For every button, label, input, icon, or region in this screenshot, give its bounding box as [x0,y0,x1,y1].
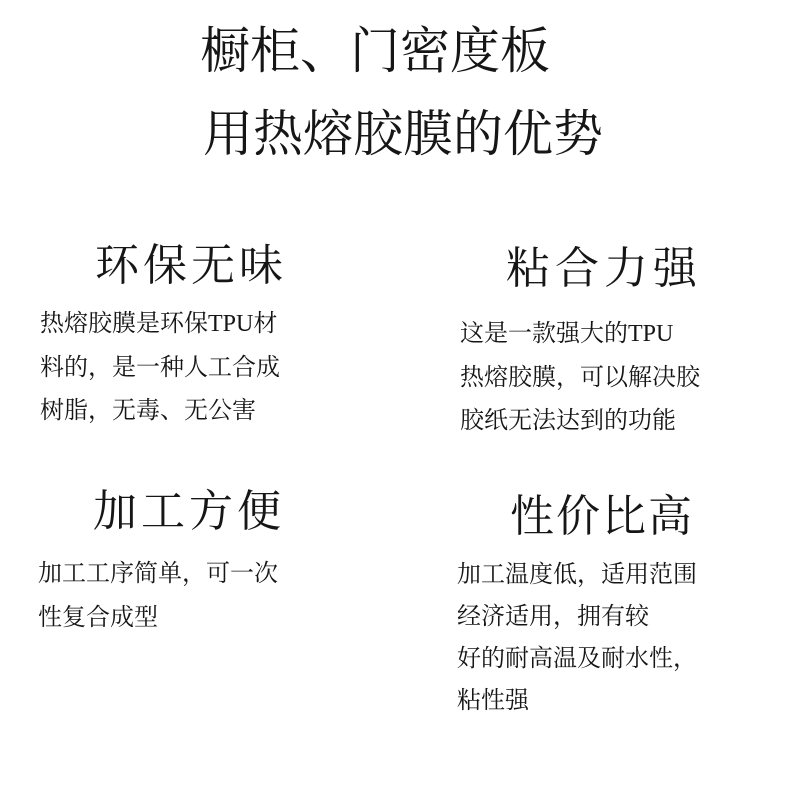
section-body-cost-effective [457,554,697,722]
body-line: 树脂，无毒、无公害 [40,398,256,424]
body-line: 加工温度低，适用范围 [457,562,697,588]
section-heading-eco-friendly: 环保无味 [95,241,287,290]
body-line: 粘性强 [457,688,529,714]
body-line: 性复合成型 [38,604,158,631]
body-line: 加工工序简单，可一次 [38,561,278,587]
section-body-easy-processing [38,553,278,640]
body-line: 热熔胶膜是环保TPU材 [40,311,278,337]
section-body-eco-friendly [40,303,280,434]
body-line: 热熔胶膜，可以解决胶 [460,364,700,391]
page-title-line-1: 橱柜、门密度板 [200,23,550,79]
section-heading-cost-effective: 性价比高 [510,492,694,541]
page-title-line-2: 用热熔胶膜的优势 [203,106,603,162]
section-heading-strong-adhesion: 粘合力强 [506,244,702,293]
body-line: 这是一款强大的TPU [460,321,674,347]
section-heading-easy-processing: 加工方便 [93,487,285,536]
body-line: 好的耐高温及耐水性， [457,646,697,672]
body-line: 料的，是一种人工合成 [40,354,280,381]
body-line: 胶纸无法达到的功能 [460,408,676,434]
section-body-strong-adhesion [460,313,700,444]
body-line: 经济适用，拥有较 [457,604,649,630]
